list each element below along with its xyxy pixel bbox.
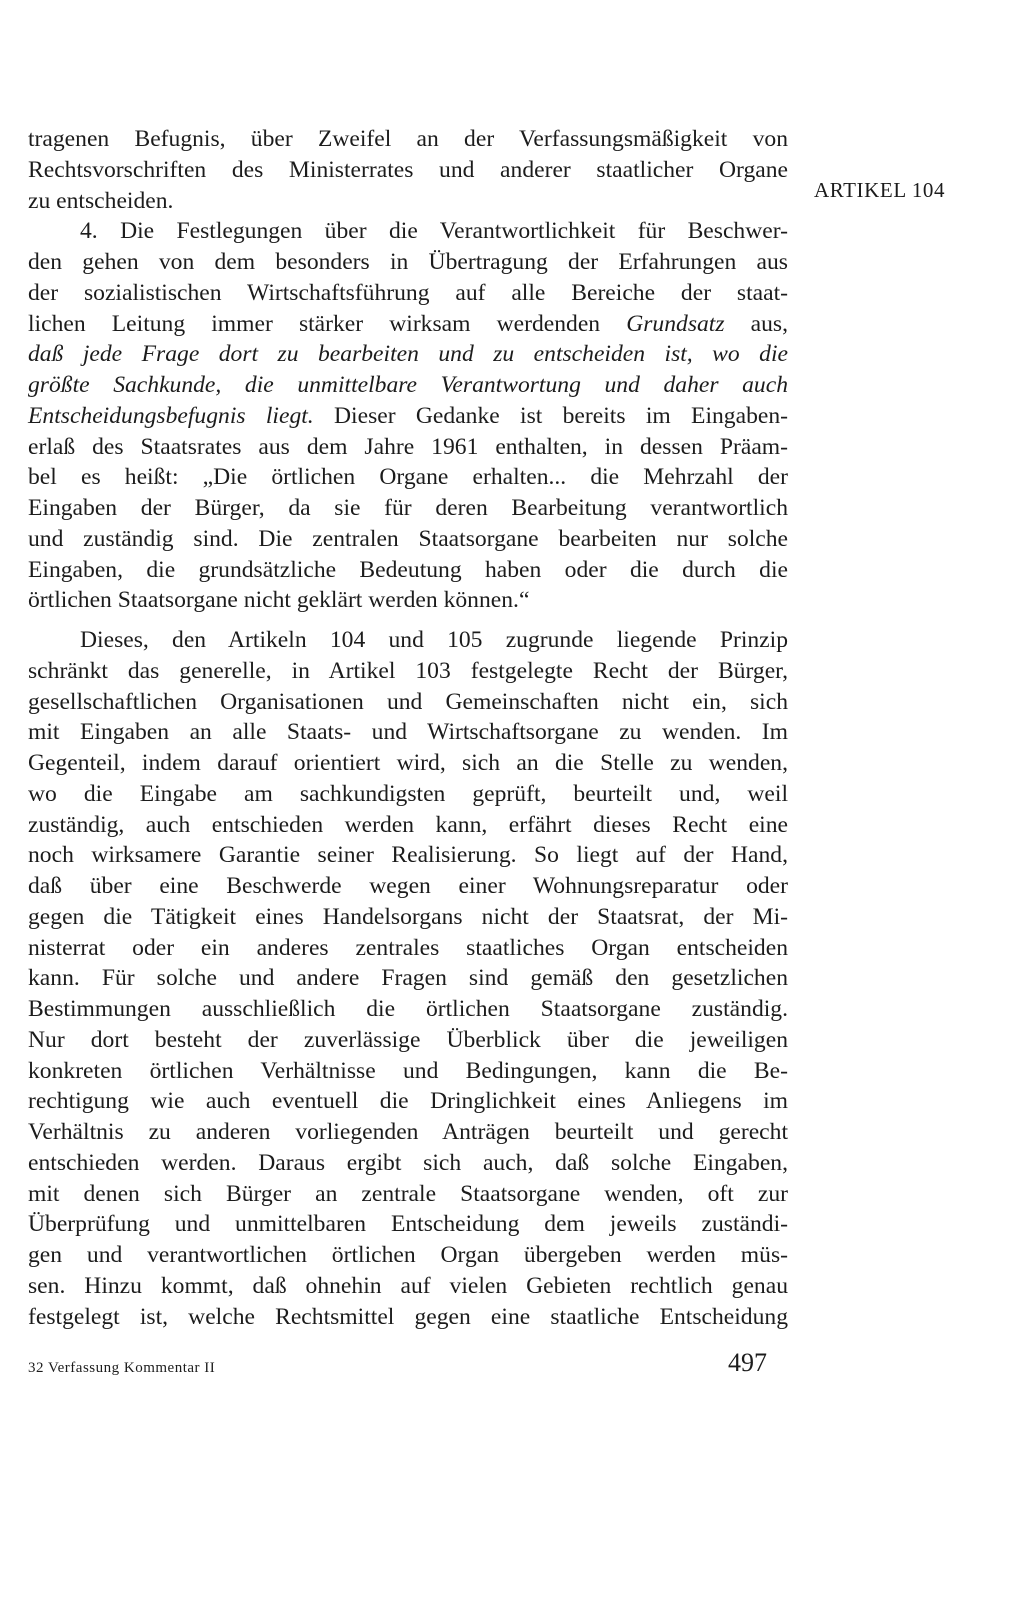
text-line: Eingaben, die grundsätzliche Bedeutung haben oder die durch die xyxy=(28,556,788,583)
margin-note-article: ARTIKEL 104 xyxy=(814,178,946,202)
text-line: konkreten örtlichen Verhältnisse und Bedingungen, kann die Be- xyxy=(28,1057,788,1084)
text-line: Überprüfung und unmittelbaren Entscheidung dem jeweils zuständi- xyxy=(28,1211,788,1238)
text-line: und zuständig sind. Die zentralen Staatsorgane bearbeiten nur solche xyxy=(28,525,788,552)
text-segment: Dieser Gedanke ist bereits im Eingaben- xyxy=(313,402,788,429)
text-line: Gegenteil, indem darauf orientiert wird, sich an die Stelle zu wenden, xyxy=(28,750,788,776)
text-line: festgelegt ist, welche Rechtsmittel gegen eine staatliche Entscheidung xyxy=(28,1303,788,1330)
text-line: schränkt das generelle, in Artikel 103 festgelegte Recht der Bürger, xyxy=(28,657,788,684)
text-line: rechtigung wie auch eventuell die Dringlichkeit eines Anliegens im xyxy=(28,1088,788,1115)
text-line: noch wirksamere Garantie seiner Realisierung. So liegt auf der Hand, xyxy=(28,842,788,869)
text-line: tragenen Befugnis, über Zweifel an der Verfassungsmäßigkeit von xyxy=(28,126,788,152)
text-line: gen und verantwortlichen örtlichen Organ übergeben werden müs- xyxy=(28,1242,788,1268)
text-line: Bestimmungen ausschließlich die örtlichen Staatsorgane zuständig. xyxy=(28,996,788,1022)
text-line: daß über eine Beschwerde wegen einer Wohnungsreparatur oder xyxy=(28,873,788,899)
text-line xyxy=(28,370,788,401)
text-line: Verhältnis zu anderen vorliegenden Anträgen beurteilt und gerecht xyxy=(28,1119,788,1145)
text-line xyxy=(28,309,788,340)
text-line: zu entscheiden. xyxy=(28,187,174,214)
text-line: kann. Für solche und andere Fragen sind gemäß den gesetzlichen xyxy=(28,965,788,992)
page-number: 497 xyxy=(728,1348,767,1377)
text-line: zuständig, auch entschieden werden kann, erfährt dieses Recht eine xyxy=(28,811,788,838)
text-line: Eingaben der Bürger, da sie für deren Bearbeitung verantwortlich xyxy=(28,495,788,521)
text-line: mit Eingaben an alle Staats- und Wirtschaftsorgane zu wenden. Im xyxy=(28,719,788,746)
text-line xyxy=(28,339,788,370)
text-line: der sozialistischen Wirtschaftsführung auf alle Bereiche der staat- xyxy=(28,279,788,306)
text-line: nisterrat oder ein anderes zentrales staatliches Organ entscheiden xyxy=(28,934,788,961)
text-line: Nur dort besteht der zuverlässige Überblick über die jeweiligen xyxy=(28,1026,788,1053)
text-line: 4. Die Festlegungen über die Verantwortlichkeit für Beschwer- xyxy=(80,218,788,245)
body-text xyxy=(28,124,788,1332)
italic-text: daß jede Frage dort zu bearbeiten und zu entscheiden ist, wo die xyxy=(28,341,788,368)
text-line: erlaß des Staatsrates aus dem Jahre 1961 enthalten, in dessen Präam- xyxy=(28,433,788,460)
text-line: den gehen von dem besonders in Übertragung der Erfahrungen aus xyxy=(28,249,788,275)
italic-term: Grundsatz xyxy=(626,310,725,337)
text-line: Rechtsvorschriften des Ministerrates und anderer staatlicher Organe xyxy=(28,156,788,183)
text-line: entschieden werden. Daraus ergibt sich auch, daß solche Eingaben, xyxy=(28,1149,788,1176)
italic-text: Entscheidungsbefugnis liegt. xyxy=(28,402,314,429)
text-segment: aus, xyxy=(724,310,788,337)
text-line: mit denen sich Bürger an zentrale Staatsorgane wenden, oft zur xyxy=(28,1180,788,1207)
text-segment: lichen Leitung immer stärker wirksam werdenden xyxy=(28,310,627,337)
italic-text: größte Sachkunde, die unmittelbare Verantwortung und daher auch xyxy=(28,372,788,398)
text-line: bel es heißt: „Die örtlichen Organe erhalten... die Mehrzahl der xyxy=(28,464,788,491)
text-line: örtlichen Staatsorgane nicht geklärt werden können.“ xyxy=(28,587,530,614)
text-line: gegen die Tätigkeit eines Handelsorgans nicht der Staatsrat, der Mi- xyxy=(28,903,788,930)
footer-signature: 32 Verfassung Kommentar II xyxy=(28,1360,216,1376)
text-line: gesellschaftlichen Organisationen und Gemeinschaften nicht ein, sich xyxy=(28,688,788,715)
text-line: Dieses, den Artikeln 104 und 105 zugrunde liegende Prinzip xyxy=(80,627,788,653)
text-line: wo die Eingabe am sachkundigsten geprüft, beurteilt und, weil xyxy=(28,780,788,807)
text-line xyxy=(28,401,788,432)
text-line: sen. Hinzu kommt, daß ohnehin auf vielen Gebieten rechtlich genau xyxy=(28,1272,788,1299)
